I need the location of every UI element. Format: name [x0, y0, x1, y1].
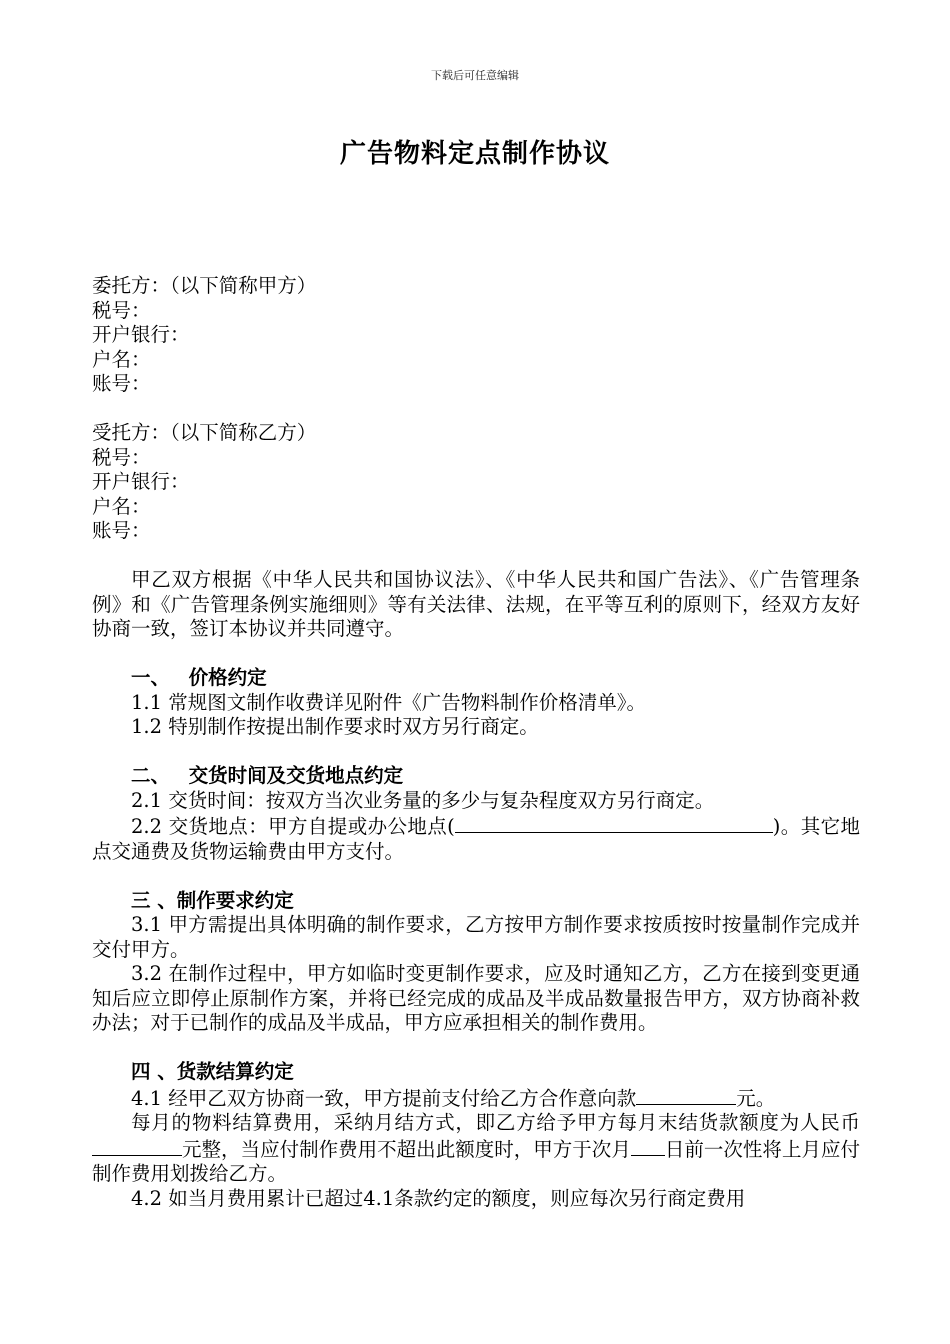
party-a-label: 委托方： [92, 274, 171, 297]
deposit-amount-blank[interactable] [636, 1085, 736, 1105]
section-number: 二、 [131, 764, 171, 787]
clause-1-2: 1.2 特别制作按提出制作要求时双方另行商定。 [131, 715, 539, 738]
preamble-paragraph: 甲乙双方根据《中华人民共和国协议法》、《中华人民共和国广告法》、《广告管理条例》和《广告管理条例实施细则》等有关法律、法规，在平等互利的原则下，经双方友好协商一致，签订本协议并共同遵守。 [92, 568, 860, 640]
party-a-alias: （以下简称甲方） [170, 274, 317, 297]
party-b-tax-no: 税号： [92, 445, 151, 469]
clause-3-1: 3.1 甲方需提出具体明确的制作要求，乙方按甲方制作要求按质按时按量制作完成并交付甲方。 [92, 913, 860, 961]
section-title: 货款结算约定 [176, 1060, 294, 1083]
payment-day-blank[interactable] [631, 1136, 665, 1156]
section-title: 交货时间及交货地点约定 [188, 764, 404, 787]
party-b-account-name: 户名： [92, 494, 151, 518]
section-title: 价格约定 [188, 666, 267, 689]
party-a-account-name: 户名： [92, 347, 151, 371]
clause-2-2-text-b: )。其它地点交通费及货物运输费由甲方支付。 [92, 815, 860, 863]
party-b-block [92, 421, 860, 544]
party-a-account-no: 账号： [92, 372, 151, 395]
clause-4-1-text-d: 元整，当应付制作费用不超出此额度时，甲方于次月 [182, 1137, 631, 1161]
clause-1-1: 1.1 常规图文制作收费详见附件《广告物料制作价格清单》。 [131, 690, 646, 714]
party-b-alias: （以下简称乙方） [170, 421, 317, 444]
clause-2-2-text-a: 2.2 交货地点：甲方自提或办公地点( [131, 815, 455, 838]
clause-4-1-part2 [92, 1111, 860, 1187]
clause-4-1-part1 [92, 1085, 860, 1112]
clause-4-1-text-c: 每月的物料结算费用，采纳月结方式，即乙方给予甲方每月末结货款额度为人民币 [131, 1111, 860, 1134]
section-number: 一、 [131, 666, 171, 689]
clause-4-1-text-b: 元。 [736, 1086, 776, 1110]
party-a-bank: 开户银行： [92, 323, 190, 346]
section-heading-requirements [92, 889, 860, 914]
party-b-label: 受托方： [92, 421, 171, 444]
clause-4-1-text-e: 日前一次性将上月应付制作费用划拨给乙方。 [92, 1137, 860, 1185]
clause-2-1: 2.1 交货时间：按双方当次业务量的多少与复杂程度双方另行商定。 [131, 788, 715, 812]
party-a-tax-no: 税号： [92, 298, 151, 322]
party-b-account-no: 账号： [92, 519, 151, 542]
section-heading-settlement [92, 1060, 860, 1085]
clause-4-1-text-a: 4.1 经甲乙双方协商一致，甲方提前支付给乙方合作意向款 [131, 1086, 637, 1110]
party-a-block [92, 274, 860, 397]
section-title: 制作要求约定 [176, 888, 294, 912]
clause-2-2 [92, 813, 860, 864]
section-number: 三 、 [131, 888, 177, 912]
clause-3-2: 3.2 在制作过程中，甲方如临时变更制作要求，应及时通知乙方，乙方在接到变更通知后应立即停止原制作方案，并将已经完成的成品及半成品数量报告甲方，双方协商补救办法；对于已制作的成品及半成品，甲方应承担相关的制作费用。 [92, 962, 860, 1034]
credit-limit-blank[interactable] [92, 1136, 182, 1156]
delivery-address-blank[interactable] [455, 813, 773, 833]
document-body [92, 274, 860, 1211]
section-heading-price [92, 666, 860, 691]
party-b-bank: 开户银行： [92, 470, 190, 493]
section-number: 四 、 [131, 1060, 177, 1083]
section-heading-delivery [92, 764, 860, 789]
clause-4-2: 4.2 如当月费用累计已超过4.1条款约定的额度，则应每次另行商定费用 [131, 1186, 746, 1210]
party-a-line [92, 274, 860, 299]
header-note: 下载后可任意编辑 [431, 69, 519, 82]
party-b-line [92, 421, 860, 446]
document-title: 广告物料定点制作协议 [339, 139, 610, 169]
